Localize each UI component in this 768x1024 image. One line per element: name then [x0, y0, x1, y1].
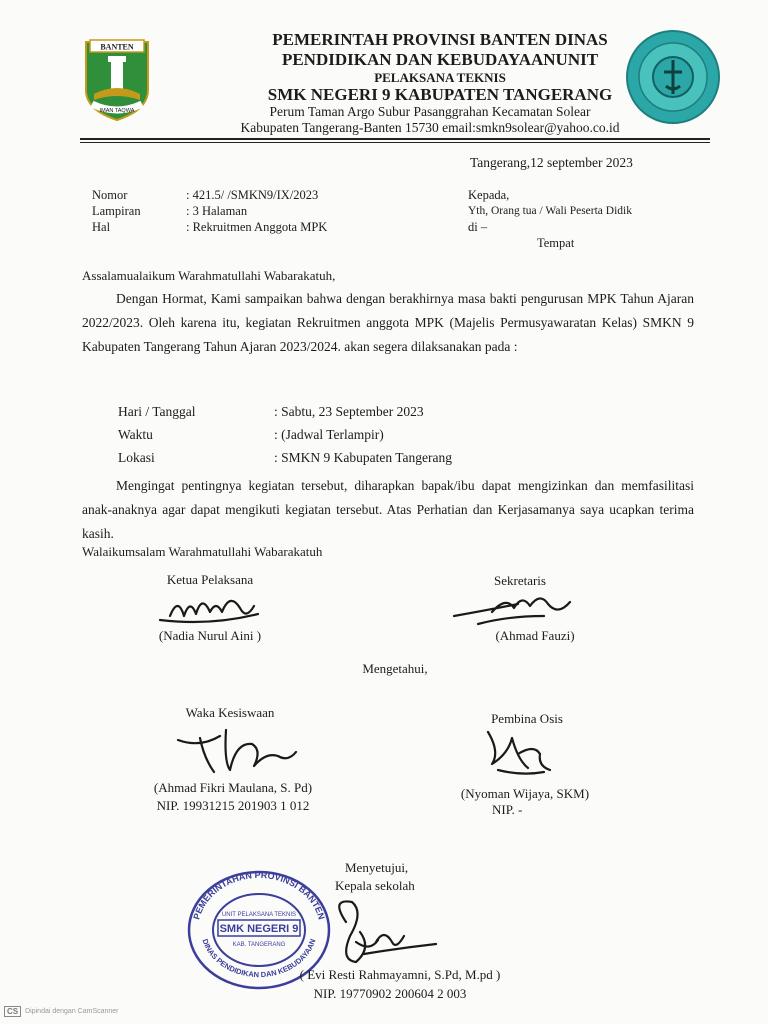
details-block [118, 400, 452, 469]
header-rule [80, 138, 710, 140]
header-line3: PELAKSANA TEKNIS [374, 70, 506, 85]
meta-label: Hal [92, 220, 111, 234]
recipient-to: Kepada, [468, 188, 510, 202]
meta-value: : 421.5/ /SMKN9/IX/2023 [186, 188, 319, 202]
paragraph-1: Dengan Hormat, Kami sampaikan bahwa dengan berakhirnya masa bakti pengurusan MPK Tahun Ajaran 2022/2023. Oleh karena itu, kegiatan Rekruitmen anggota MPK (Majelis Permusyawaratan Kelas) SMKN 9 Kabupaten Tangerang Tahun Ajaran 2023/2024. akan segera dilaksanakan pada : [82, 291, 694, 354]
kepsek-signature [300, 892, 440, 979]
ketua-title: Ketua Pelaksana [166, 572, 254, 587]
ketua-name: (Nadia Nurul Aini ) [158, 628, 262, 643]
banten-logo [82, 36, 152, 122]
scanner-text: Dipindai dengan CamScanner [25, 1008, 119, 1015]
waka-name: (Ahmad Fikri Maulana, S. Pd) [153, 780, 313, 795]
logo-text-top: BANTEN [100, 42, 134, 52]
detail-label: Hari / Tanggal [118, 404, 196, 419]
detail-value: : (Jadwal Terlampir) [274, 427, 384, 442]
detail-value: : SMKN 9 Kabupaten Tangerang [274, 450, 453, 465]
date-place: Tangerang,12 september 2023 [470, 155, 633, 170]
kepsek-nip: NIP. 19770902 200604 2 003 [313, 986, 467, 1001]
detail-label: Lokasi [118, 450, 155, 465]
header-line1: PEMERINTAH PROVINSI BANTEN DINAS [272, 30, 608, 49]
waka-nip: NIP. 19931215 201903 1 012 [156, 798, 310, 813]
sekretaris-title: Sekretaris [494, 573, 546, 588]
scanner-watermark [4, 1006, 119, 1017]
pembina-name: (Nyoman Wijaya, SKM) [460, 786, 590, 801]
header-rule-thin [80, 142, 710, 143]
stamp-school: SMK NEGERI 9 [219, 923, 299, 935]
kepsek-title: Kepala sekolah [335, 878, 415, 893]
menyetujui-label: Menyetujui, [345, 860, 409, 875]
waka-title: Waka Kesiswaan [185, 705, 275, 720]
recipient-di: di – [468, 220, 488, 234]
meta-block [92, 187, 327, 235]
paragraph-2: Mengingat pentingnya kegiatan tersebut, diharapkan bapak/ibu dapat mengizinkan dan memfasilitasi anak-anaknya agar dapat mengikuti kegiatan tersebut. Atas Perhatian dan Kerjasamanya saya ucapkan terima kasih. [82, 478, 694, 541]
kepsek-name: ( Evi Resti Rahmayamni, S.Pd, M.pd ) [299, 967, 501, 982]
waka-signature [170, 722, 310, 787]
header-address2: Kabupaten Tangerang-Banten 15730 email:smkn9solear@yahoo.co.id [240, 120, 620, 135]
meta-value: : Rekruitmen Anggota MPK [186, 220, 328, 234]
pembina-nip: NIP. - [492, 802, 523, 817]
pembina-title: Pembina Osis [491, 711, 563, 726]
stamp-ring-bottom: DINAS PENDIDIKAN DAN KEBUDAYAAN [200, 937, 318, 980]
recipient-name: Yth, Orang tua / Wali Peserta Didik [468, 205, 632, 217]
recipient-block [468, 187, 632, 235]
detail-label: Waktu [118, 427, 153, 442]
stamp-ring-top: PEMERINTAHAN PROVINSI BANTEN [191, 869, 327, 921]
detail-value: : Sabtu, 23 September 2023 [274, 404, 424, 419]
stamp-inner-bottom: KAB. TANGERANG [232, 942, 286, 948]
closing: Walaikumsalam Warahmatullahi Wabarakatuh [82, 544, 323, 559]
camscanner-icon: CS [4, 1006, 21, 1017]
mengetahui-label: Mengetahui, [362, 661, 428, 676]
pembina-signature [478, 724, 558, 785]
stamp-inner-top: UNIT PELAKSANA TEKNIS [221, 912, 297, 918]
sekretaris-name: (Ahmad Fauzi) [495, 628, 575, 643]
meta-label: Lampiran [92, 204, 141, 218]
header-line4: SMK NEGERI 9 KABUPATEN TANGERANG [267, 85, 613, 104]
greeting: Assalamualaikum Warahmatullahi Wabarakatuh, [82, 268, 336, 283]
recipient-place: Tempat [537, 236, 575, 250]
meta-label: Nomor [92, 188, 128, 202]
logo-text-bottom: IMAN TAQWA [99, 108, 135, 114]
header-address1: Perum Taman Argo Subur Pasanggrahan Kecamatan Solear [269, 104, 591, 119]
header-line2: PENDIDIKAN DAN KEBUDAYAANUNIT [281, 50, 599, 69]
meta-value: : 3 Halaman [186, 204, 248, 218]
